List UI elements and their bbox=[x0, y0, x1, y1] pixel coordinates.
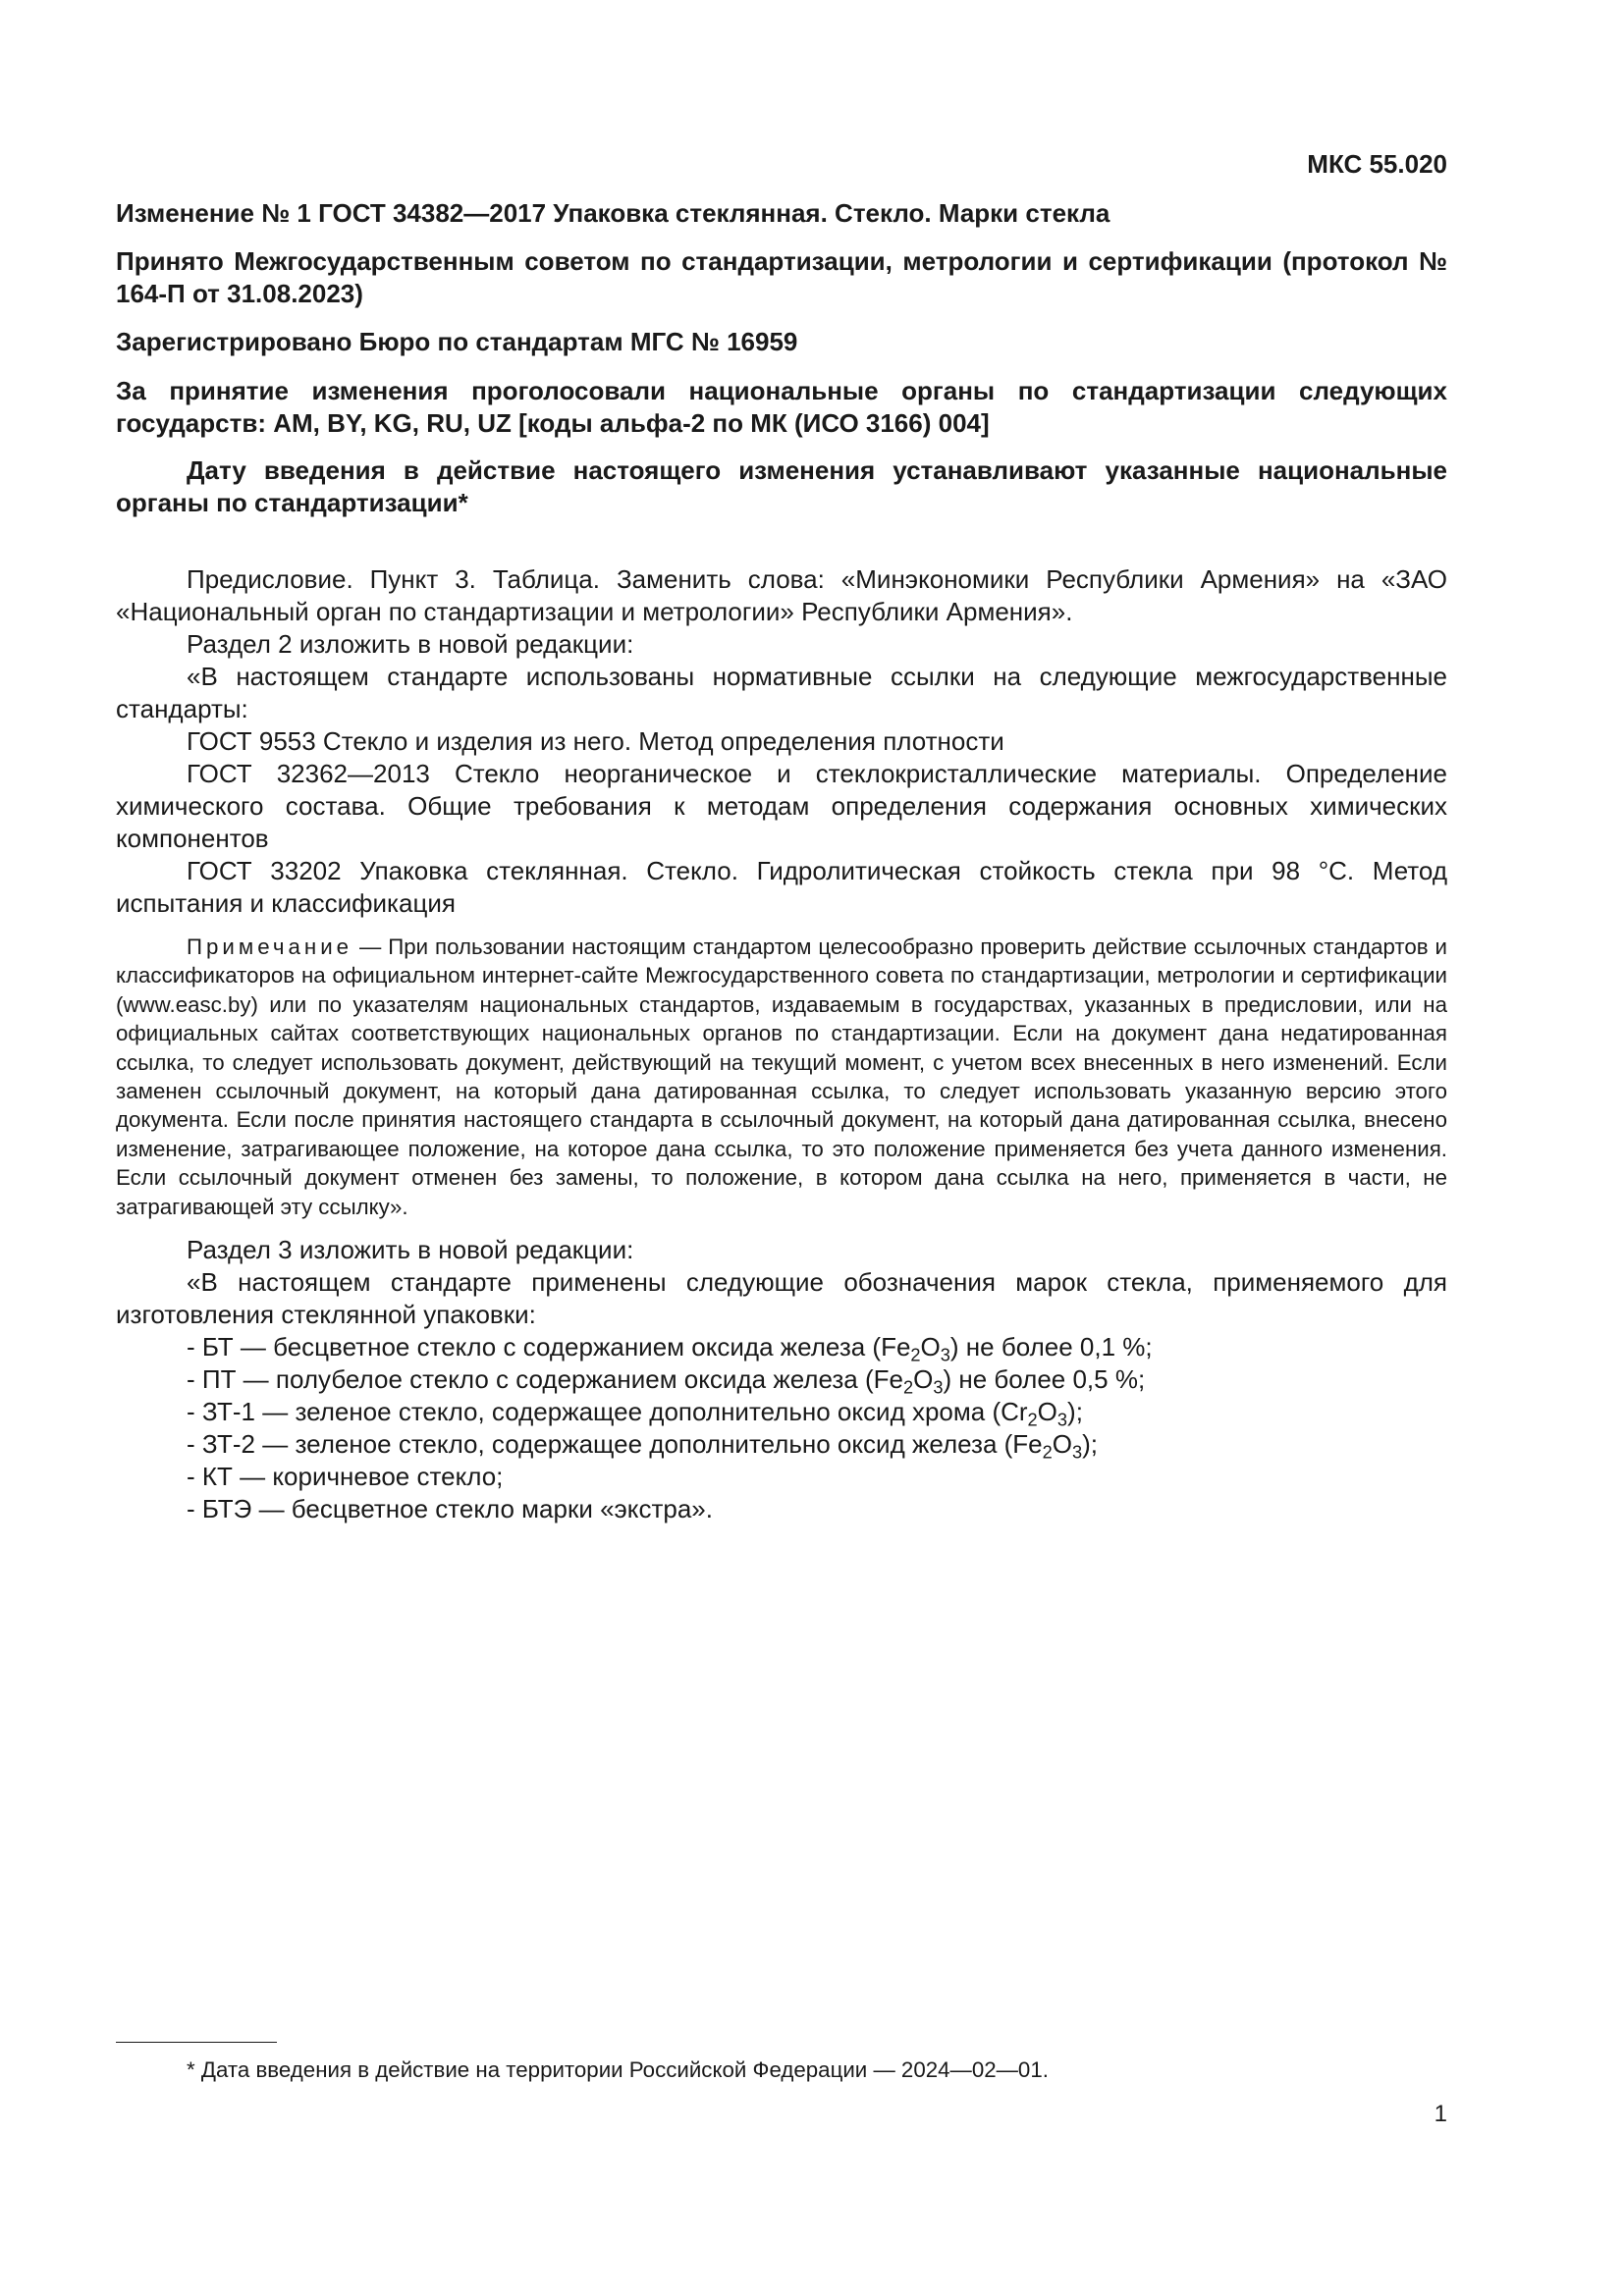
section3-intro: Раздел 3 изложить в новой редакции: bbox=[187, 1235, 634, 1265]
mks-code: МКС 55.020 bbox=[1307, 149, 1447, 179]
voted-statement: За принятие изменения проголосовали национальные органы по стандартизации следующих государств: AM, BY, KG, RU, UZ [коды альфа-2 по МК (ИСО 3166) 004] bbox=[116, 376, 1447, 438]
document-page bbox=[116, 0, 1447, 2296]
section2-text: «В настоящем стандарте использованы нормативные ссылки на следующие межгосударственные стандарты: bbox=[116, 662, 1447, 723]
list-item-pt: - ПТ — полубелое стекло с содержанием оксида железа $(Fe_2O_3)$ не более 0,5 %; bbox=[187, 1364, 1146, 1398]
reference-gost-9553: ГОСТ 9553 Стекло и изделия из него. Метод определения плотности bbox=[187, 726, 1004, 756]
footnote-divider bbox=[116, 2042, 277, 2043]
reference-gost-32362: ГОСТ 32362—2013 Стекло неорганическое и стеклокристаллические материалы. Определение химического состава. Общие требования к методам определения содержания основных химических компонентов bbox=[116, 759, 1447, 853]
list-item-kt: - КТ — коричневое стекло; bbox=[187, 1462, 504, 1492]
list-item-zt2: - ЗТ-2 — зеленое стекло, содержащее дополнительно оксид железа $(Fe_2O_3)$; bbox=[187, 1429, 1098, 1463]
document-body bbox=[116, 563, 1447, 1525]
list-item-zt1: - ЗТ-1 — зеленое стекло, содержащее дополнительно оксид хрома $(Cr_2O_3)$; bbox=[187, 1397, 1083, 1430]
section3-text: «В настоящем стандарте применены следующие обозначения марок стекла, применяемого для изготовления стеклянной упаковки: bbox=[116, 1267, 1447, 1330]
date-clause: Дату введения в действие настоящего изменения устанавливают указанные национальные органы по стандартизации* bbox=[116, 455, 1447, 517]
footnote: * Дата введения в действие на территории Российской Федерации — 2024—02—01. bbox=[187, 2057, 1049, 2082]
list-item-bte: - БТЭ — бесцветное стекло марки «экстра». bbox=[187, 1494, 713, 1524]
note-paragraph bbox=[116, 933, 1447, 1221]
foreword-change: Предисловие. Пункт 3. Таблица. Заменить слова: «Минэкономики Республики Армения» на «ЗАО «Национальный орган по стандартизации и метрологии» Республики Армения». bbox=[116, 564, 1447, 626]
reference-gost-33202: ГОСТ 33202 Упаковка стеклянная. Стекло. Гидролитическая стойкость стекла при 98 °С. Метод испытания и классификация bbox=[116, 856, 1447, 918]
adopted-statement: Принято Межгосударственным советом по стандартизации, метрологии и сертификации (протокол № 164-П от 31.08.2023) bbox=[116, 246, 1447, 308]
section2-intro: Раздел 2 изложить в новой редакции: bbox=[187, 629, 634, 659]
note-text: — При пользовании настоящим стандартом целесообразно проверить действие ссылочных стандартов и классификаторов на официальном интернет-сайте Межгосударственного совета по стандартизации, метрологии и сертификации (www.easc.by) или по указателям национальных стандартов, издаваемым в государствах, указанных в предисловии, или на официальных сайтах соответствующих национальных органов по стандартизации. Если на документ дана недатированная ссылка, то следует использовать документ, действующий на текущий момент, с учетом всех внесенных в него изменений. Если заменен ссылочный документ, на который дана датированная ссылка, то следует использовать указанную версию этого документа. Если после принятия настоящего стандарта в ссылочный документ, на который дана датированная ссылка, внесено изменение, затрагивающее положение, на которое дана ссылка, то это положение применяется без учета данного изменения. Если ссылочный документ отменен без замены, то положение, в котором дана ссылка на него, применяется в части, не затрагивающей эту ссылку». bbox=[116, 934, 1447, 1219]
amendment-title: Изменение № 1 ГОСТ 34382—2017 Упаковка стеклянная. Стекло. Марки стекла bbox=[116, 198, 1110, 228]
page-number: 1 bbox=[1434, 2101, 1447, 2127]
note-label: Примечание bbox=[187, 934, 353, 959]
registered-statement: Зарегистрировано Бюро по стандартам МГС № 16959 bbox=[116, 327, 798, 356]
list-item-bt: - БТ — бесцветное стекло с содержанием оксида железа $(Fe_2O_3)$ не более 0,1 %; bbox=[187, 1332, 1153, 1365]
